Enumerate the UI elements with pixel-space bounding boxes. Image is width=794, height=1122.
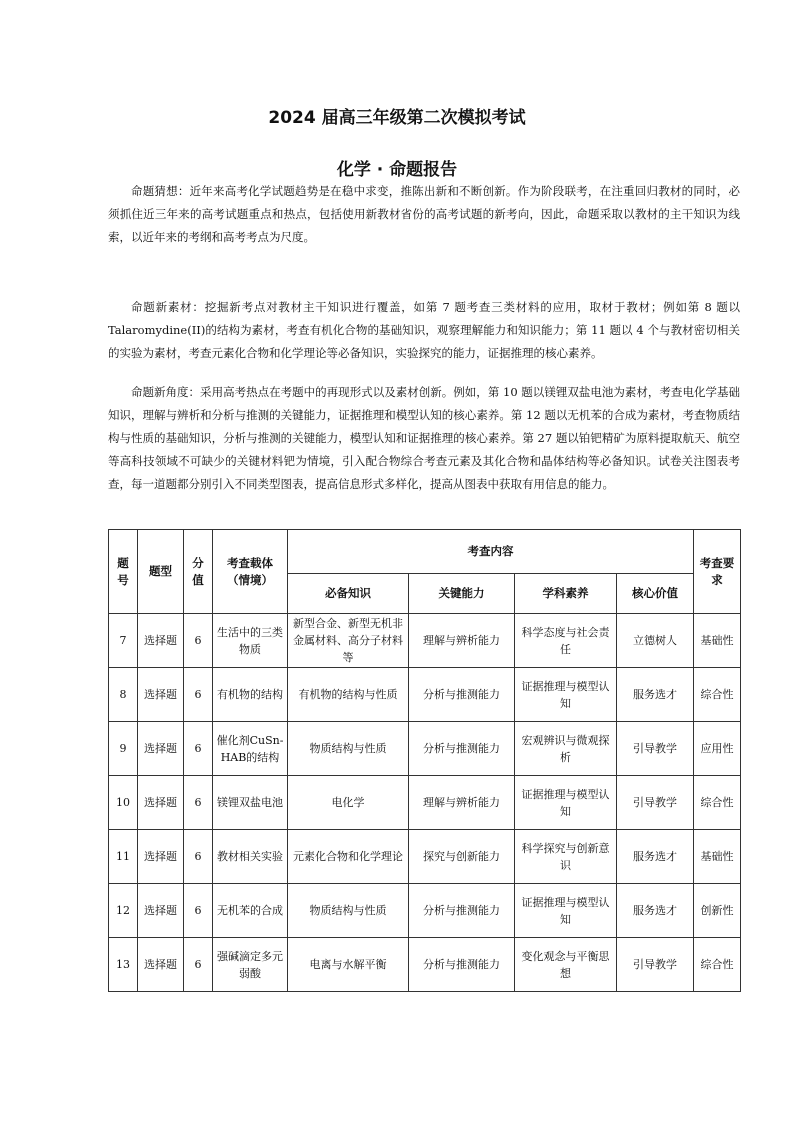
- cell-number: 11: [109, 830, 138, 884]
- cell-carrier: 无机苯的合成: [213, 884, 288, 938]
- header-knowledge: 必备知识: [288, 574, 409, 614]
- cell-value: 引导教学: [617, 938, 694, 992]
- cell-literacy: 证据推理与模型认知: [515, 884, 617, 938]
- cell-value: 服务选才: [617, 830, 694, 884]
- cell-knowledge: 新型合金、新型无机非金属材料、高分子材料等: [288, 614, 409, 668]
- cell-score: 6: [184, 722, 213, 776]
- table-row: [109, 884, 741, 938]
- paragraph-new-angle: 命题新角度：采用高考热点在考题中的再现形式以及素材创新。例如，第 10 题以镁锂双盐电池为素材，考查电化学基础知识，理解与辨析和分析与推测的关键能力，证据推理和模型认知的核心素养。第 12 题以无机苯的合成为素材，考查物质结构与性质的基础知识，分析与推测的关键能力，模型认知和证据推理的核心素养。第 27 题以铂钯精矿为原料提取航天、航空等高科技领域不可缺少的关键材料钯为情境，引入配合物综合考查元素及其化合物和晶体结构等必备知识。试卷关注图表考查，每一道题都分别引入不同类型图表，提高信息形式多样化，提高从图表中获取有用信息的能力。: [108, 385, 740, 491]
- cell-number: 9: [109, 722, 138, 776]
- cell-carrier: 教材相关实验: [213, 830, 288, 884]
- cell-requirement: 综合性: [694, 776, 741, 830]
- cell-value: 引导教学: [617, 776, 694, 830]
- cell-carrier: 催化剂CuSn-HAB的结构: [213, 722, 288, 776]
- table-row: [109, 830, 741, 884]
- document-subtitle: 化学 · 命题报告: [336, 160, 458, 180]
- cell-value: 服务选才: [617, 884, 694, 938]
- paragraph-new-material: 命题新素材：挖掘新考点对教材主干知识进行覆盖，如第 7 题考查三类材料的应用，取材于教材；例如第 8 题以 Talaromydine(II)的结构为素材，考查有机化合物的基础知识，观察理解能力和知识能力；第 11 题以 4 个与教材密切相关的实验为素材，考查元素化合物和化学理论等必备知识，实验探究的能力，证据推理的核心素养。: [108, 300, 740, 360]
- cell-number: 8: [109, 668, 138, 722]
- cell-number: 7: [109, 614, 138, 668]
- cell-carrier: 强碱滴定多元弱酸: [213, 938, 288, 992]
- header-carrier: 考查载体（情境）: [213, 530, 288, 614]
- cell-score: 6: [184, 884, 213, 938]
- header-value: 核心价值: [617, 574, 694, 614]
- cell-value: 立德树人: [617, 614, 694, 668]
- cell-knowledge: 物质结构与性质: [288, 884, 409, 938]
- cell-carrier: 有机物的结构: [213, 668, 288, 722]
- cell-ability: 理解与辨析能力: [409, 614, 515, 668]
- cell-literacy: 宏观辨识与微观探析: [515, 722, 617, 776]
- cell-type: 选择题: [138, 884, 184, 938]
- cell-carrier: 生活中的三类物质: [213, 614, 288, 668]
- cell-type: 选择题: [138, 614, 184, 668]
- cell-ability: 分析与推测能力: [409, 884, 515, 938]
- header-question-number: 题号: [109, 530, 138, 614]
- cell-type: 选择题: [138, 776, 184, 830]
- cell-type: 选择题: [138, 668, 184, 722]
- cell-requirement: 应用性: [694, 722, 741, 776]
- cell-number: 12: [109, 884, 138, 938]
- header-content: 考查内容: [288, 530, 694, 574]
- cell-type: 选择题: [138, 938, 184, 992]
- header-literacy: 学科素养: [515, 574, 617, 614]
- cell-ability: 分析与推测能力: [409, 668, 515, 722]
- cell-knowledge: 电化学: [288, 776, 409, 830]
- cell-literacy: 科学探究与创新意识: [515, 830, 617, 884]
- cell-knowledge: 电离与水解平衡: [288, 938, 409, 992]
- cell-requirement: 综合性: [694, 938, 741, 992]
- document-title: 2024 届高三年级第二次模拟考试: [268, 108, 526, 128]
- cell-knowledge: 有机物的结构与性质: [288, 668, 409, 722]
- exam-analysis-table: [108, 529, 741, 992]
- table-row: [109, 938, 741, 992]
- cell-ability: 理解与辨析能力: [409, 776, 515, 830]
- table-row: [109, 722, 741, 776]
- cell-number: 13: [109, 938, 138, 992]
- cell-score: 6: [184, 614, 213, 668]
- cell-value: 引导教学: [617, 722, 694, 776]
- cell-number: 10: [109, 776, 138, 830]
- cell-requirement: 基础性: [694, 830, 741, 884]
- cell-knowledge: 元素化合物和化学理论: [288, 830, 409, 884]
- table-row: [109, 776, 741, 830]
- cell-requirement: 创新性: [694, 884, 741, 938]
- cell-literacy: 科学态度与社会责任: [515, 614, 617, 668]
- cell-type: 选择题: [138, 830, 184, 884]
- header-requirement: 考查要求: [694, 530, 741, 614]
- cell-requirement: 基础性: [694, 614, 741, 668]
- cell-score: 6: [184, 938, 213, 992]
- cell-score: 6: [184, 668, 213, 722]
- cell-value: 服务选才: [617, 668, 694, 722]
- paragraph-proposition-guess: 命题猜想：近年来高考化学试题趋势是在稳中求变，推陈出新和不断创新。作为阶段联考，在注重回归教材的同时，必须抓住近三年来的高考试题重点和热点，包括使用新教材省份的高考试题的新考向，因此，命题采取以教材的主干知识为线索，以近年来的考纲和高考考点为尺度。: [108, 184, 740, 244]
- cell-ability: 分析与推测能力: [409, 938, 515, 992]
- cell-ability: 分析与推测能力: [409, 722, 515, 776]
- cell-requirement: 综合性: [694, 668, 741, 722]
- table-row: [109, 614, 741, 668]
- table-row: [109, 668, 741, 722]
- cell-carrier: 镁锂双盐电池: [213, 776, 288, 830]
- header-score: 分值: [184, 530, 213, 614]
- cell-score: 6: [184, 830, 213, 884]
- cell-literacy: 证据推理与模型认知: [515, 668, 617, 722]
- cell-ability: 探究与创新能力: [409, 830, 515, 884]
- cell-type: 选择题: [138, 722, 184, 776]
- cell-knowledge: 物质结构与性质: [288, 722, 409, 776]
- cell-literacy: 证据推理与模型认知: [515, 776, 617, 830]
- cell-literacy: 变化观念与平衡思想: [515, 938, 617, 992]
- header-question-type: 题型: [138, 530, 184, 614]
- header-ability: 关键能力: [409, 574, 515, 614]
- cell-score: 6: [184, 776, 213, 830]
